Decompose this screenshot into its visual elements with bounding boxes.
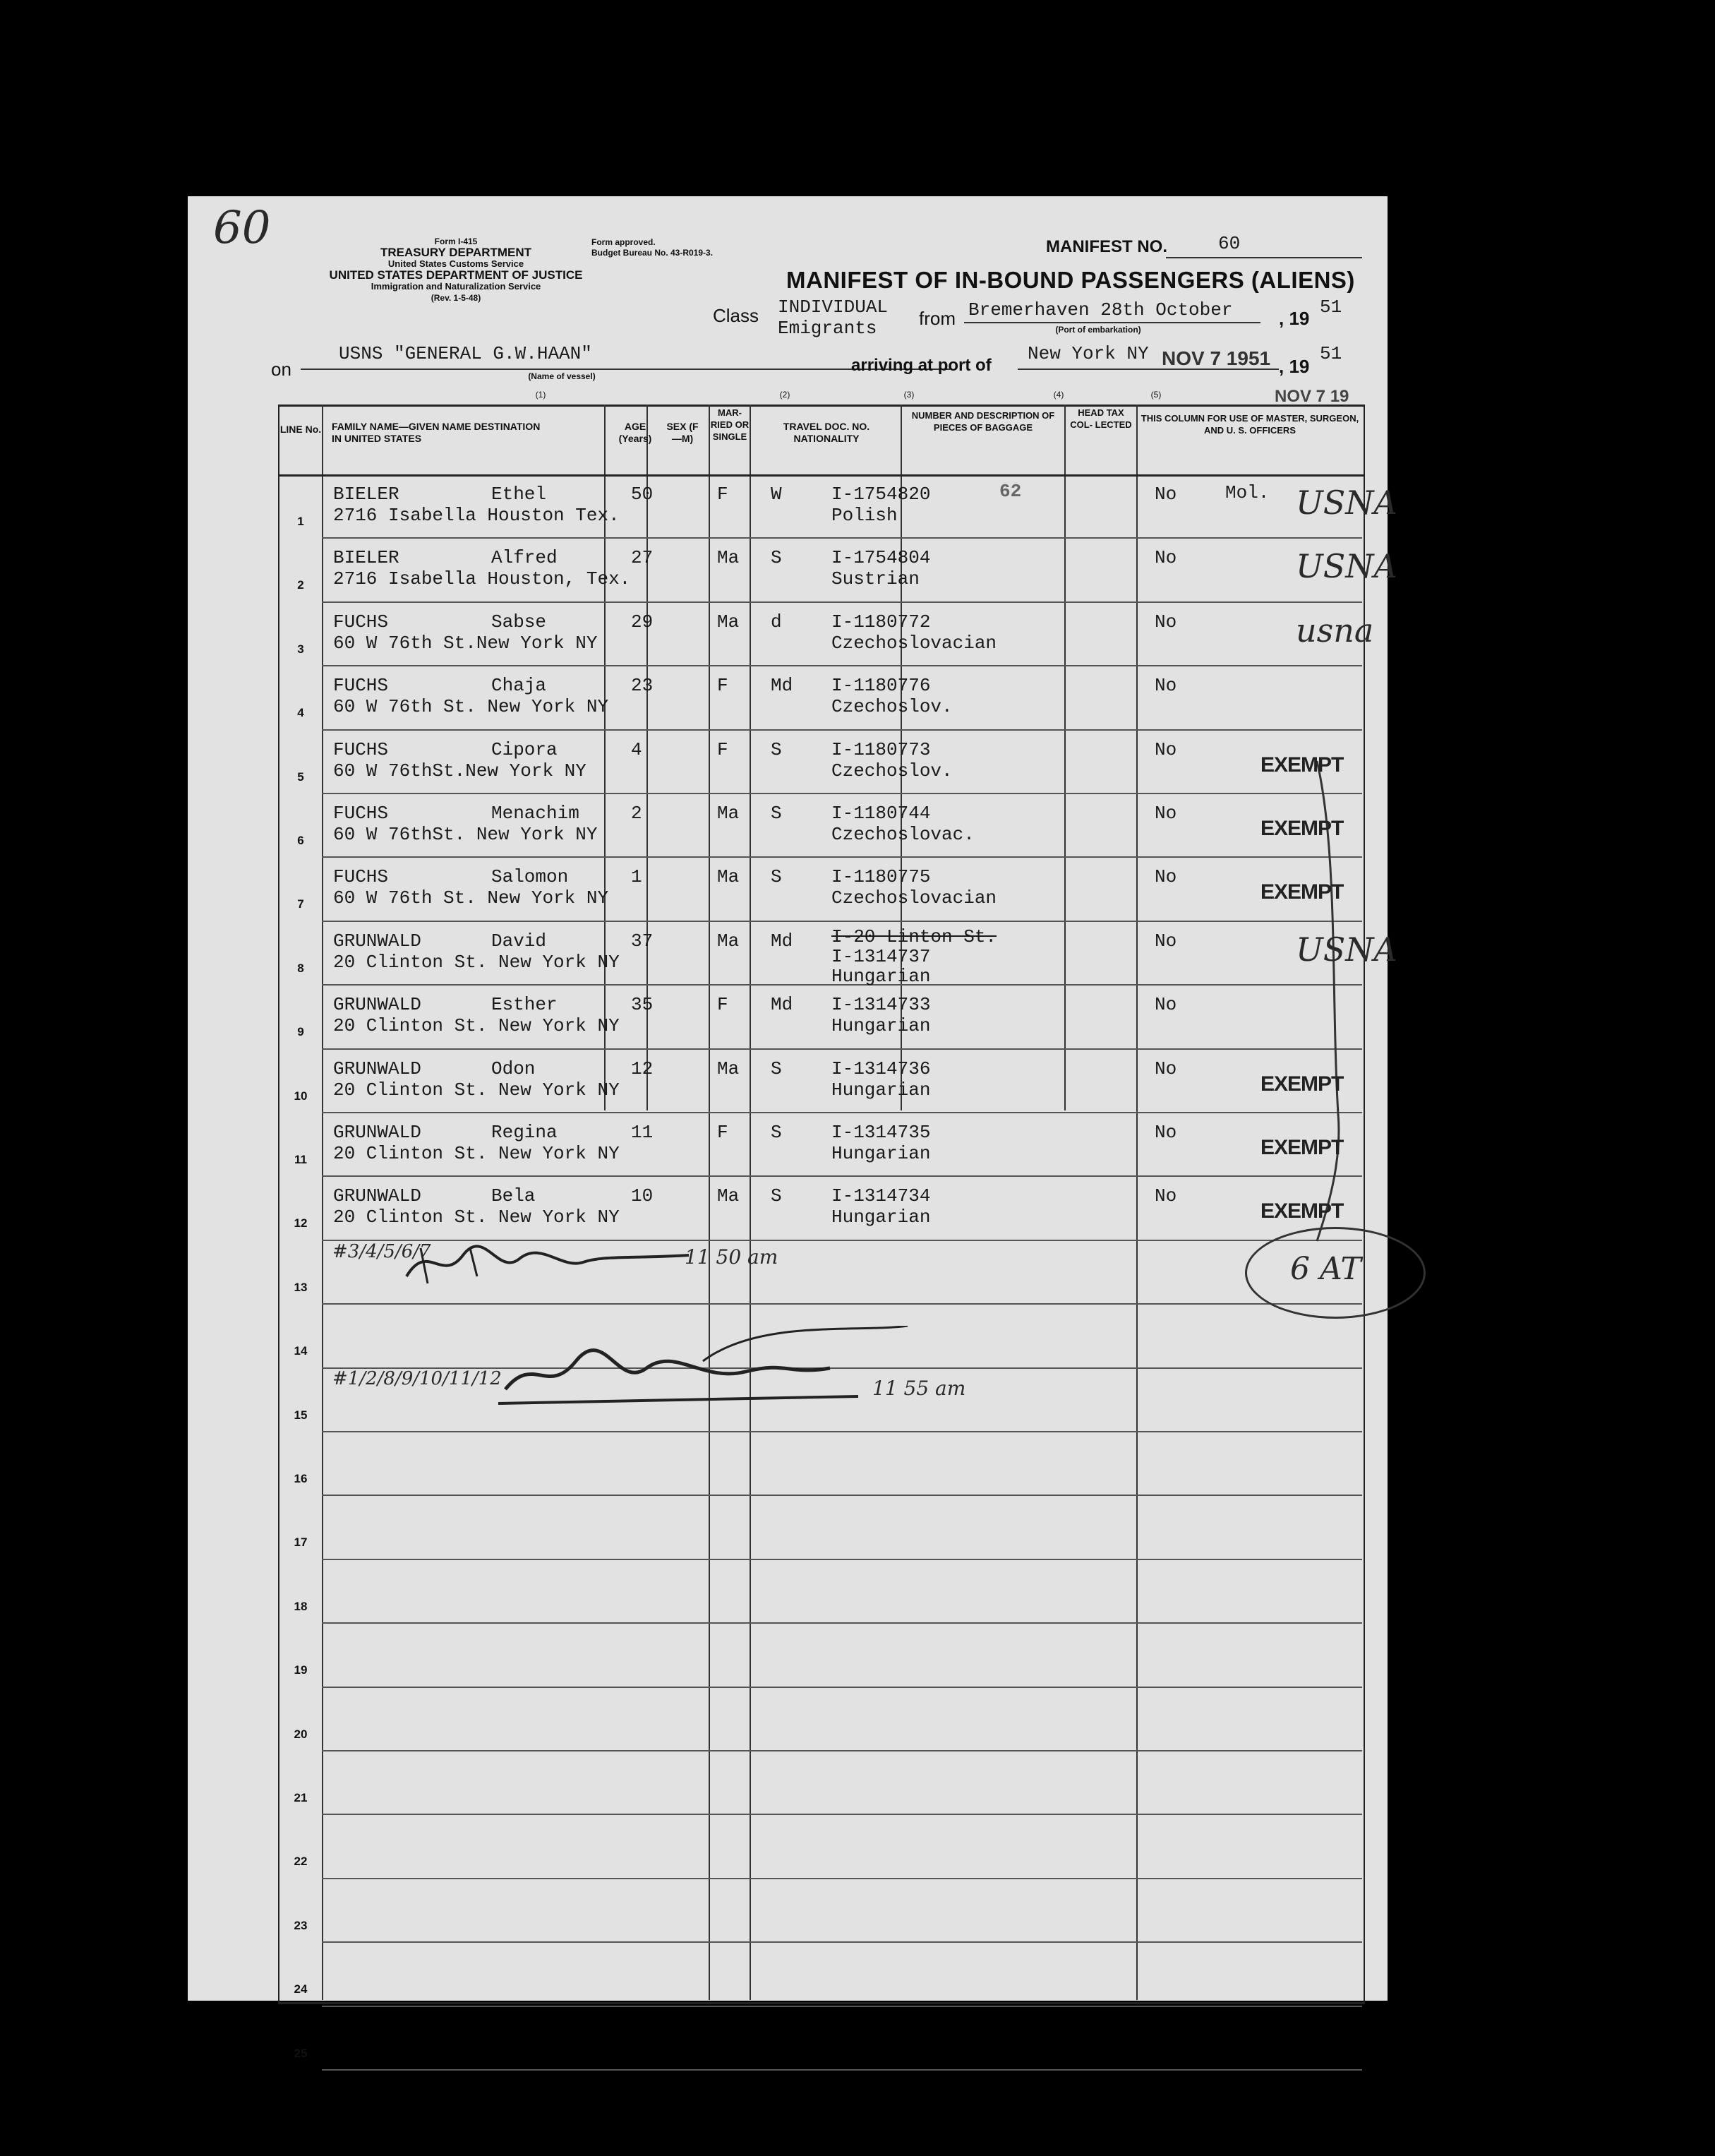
head-tax: No	[1155, 1058, 1177, 1079]
passenger-sex: F	[717, 484, 728, 505]
passenger-sex: F	[717, 994, 728, 1016]
travel-doc-number: I-1314736	[831, 1058, 931, 1079]
passenger-marital-status: S	[771, 1058, 782, 1079]
row13-time: 11 50 am	[685, 1245, 778, 1269]
passenger-given-name: Alfred	[491, 547, 558, 569]
year-prefix: , 19	[1279, 308, 1310, 329]
exempt-stamp: EXEMPT	[1260, 817, 1344, 840]
year-value-1: 51	[1320, 297, 1342, 318]
passenger-surname: FUCHS	[333, 866, 389, 888]
travel-doc-number: I-1314737	[831, 945, 931, 967]
line-number: 8	[297, 961, 304, 975]
head-tax: No	[1155, 866, 1177, 888]
passenger-age: 10	[631, 1185, 654, 1207]
head-tax: No	[1155, 611, 1177, 633]
passenger-surname: GRUNWALD	[333, 994, 421, 1016]
row-divider	[322, 1112, 1362, 1113]
officer-note: USNA	[1296, 930, 1397, 969]
officer-note: USNA	[1296, 484, 1397, 522]
head-tax: No	[1155, 675, 1177, 697]
line-number: 21	[294, 1791, 308, 1804]
passenger-sex: F	[717, 675, 728, 697]
passenger-nationality: Hungarian	[831, 1206, 931, 1228]
passenger-nationality: Czechoslovac.	[831, 824, 975, 845]
row-divider	[322, 1687, 1362, 1688]
port-embark-caption: (Port of embarkation)	[1055, 325, 1141, 335]
year-value-2: 51	[1320, 343, 1342, 364]
passenger-destination: 60 W 76th St. New York NY	[333, 696, 609, 718]
passenger-nationality: Hungarian	[831, 1143, 931, 1164]
passenger-surname: GRUNWALD	[333, 930, 421, 952]
class-value-2: Emigrants	[778, 318, 877, 339]
col-age: AGE (Years)	[618, 421, 652, 444]
head-tax: No	[1155, 738, 1177, 760]
passenger-surname: FUCHS	[333, 738, 389, 760]
passenger-surname: GRUNWALD	[333, 1185, 421, 1207]
head-tax: No	[1155, 1185, 1177, 1207]
row-divider	[322, 1941, 1362, 1943]
col-line: LINE No.	[279, 424, 322, 435]
service: United States Customs Service	[387, 258, 524, 269]
class-value-1: INDIVIDUAL	[778, 297, 889, 318]
passenger-sex: Ma	[717, 866, 740, 888]
signature	[491, 1326, 915, 1411]
col-num-5: (5)	[1150, 390, 1162, 400]
row-divider	[322, 2006, 1362, 2007]
passenger-destination: 2716 Isabella Houston, Tex.	[333, 568, 631, 590]
passenger-nationality: Czechoslovacian	[831, 887, 997, 909]
travel-doc-number: I-1754804	[831, 547, 931, 569]
passenger-nationality: Polish	[831, 505, 898, 526]
line-number: 10	[294, 1089, 308, 1103]
col-divider	[1064, 405, 1066, 1110]
passenger-nationality: Hungarian	[831, 1015, 931, 1037]
row-divider	[322, 1431, 1362, 1432]
passenger-marital-status: W	[771, 484, 782, 505]
passenger-age: 23	[631, 675, 654, 697]
row13-marks: #3/4/5/6/7	[332, 1241, 431, 1262]
embark-port: Bremerhaven 28th October	[968, 299, 1233, 321]
budget-bureau: Budget Bureau No. 43-R019-3.	[591, 248, 714, 258]
passenger-age: 2	[631, 803, 642, 824]
passenger-destination: 60 W 76thSt.New York NY	[333, 760, 586, 781]
passenger-given-name: Sabse	[491, 611, 547, 633]
row-divider	[322, 793, 1362, 794]
manifest-page	[188, 196, 1397, 2060]
passenger-marital-status: Md	[771, 675, 793, 697]
passenger-age: 1	[631, 866, 642, 888]
head-tax: No	[1155, 930, 1177, 952]
arrival-date-stamp: NOV 7 1951	[1162, 347, 1271, 369]
line-number: 6	[297, 834, 304, 847]
line-number: 7	[297, 897, 304, 911]
travel-doc-number: I-1314735	[831, 1122, 931, 1143]
ins: Immigration and Naturalization Service	[371, 281, 541, 292]
passenger-sex: Ma	[717, 611, 740, 633]
passenger-given-name: Regina	[491, 1122, 558, 1143]
passenger-destination: 60 W 76thSt. New York NY	[333, 824, 598, 845]
line-number: 23	[294, 1918, 308, 1932]
signature	[399, 1234, 696, 1290]
passenger-given-name: Ethel	[491, 484, 547, 505]
col-num-3: (3)	[903, 390, 915, 400]
passenger-age: 12	[631, 1058, 654, 1079]
officer-note: usna	[1296, 611, 1374, 649]
passenger-sex: F	[717, 1122, 728, 1143]
passenger-surname: FUCHS	[333, 611, 389, 633]
travel-doc-number: I-1180776	[831, 675, 931, 697]
year-prefix-2: , 19	[1279, 356, 1310, 377]
row-divider	[322, 1175, 1362, 1177]
passenger-destination: 20 Clinton St. New York NY	[333, 1079, 620, 1101]
col-headtax: HEAD TAX COL- LECTED	[1070, 407, 1132, 430]
from-underline	[964, 322, 1260, 323]
passenger-given-name: David	[491, 930, 547, 952]
form-approved: Form approved.	[591, 237, 656, 247]
line-number: 2	[297, 578, 304, 592]
passenger-age: 37	[631, 930, 654, 952]
passenger-marital-status: S	[771, 738, 782, 760]
form-number: Form I-415	[434, 236, 478, 246]
exempt-stamp: EXEMPT	[1260, 880, 1344, 904]
line-number: 14	[294, 1344, 308, 1358]
passenger-given-name: Cipora	[491, 738, 558, 760]
line-number: 20	[294, 1727, 308, 1741]
passenger-marital-status: d	[771, 611, 782, 633]
col-married: MAR- RIED OR SINGLE	[710, 407, 750, 442]
col-officers: THIS COLUMN FOR USE OF MASTER, SURGEON, AND U. S. OFFICERS	[1141, 413, 1359, 436]
passenger-surname: BIELER	[333, 484, 399, 505]
passenger-sex: Ma	[717, 547, 740, 569]
col-num-2: (2)	[779, 390, 790, 400]
exempt-stamp: EXEMPT	[1260, 1199, 1344, 1223]
row15-marks: #1/2/8/9/10/11/12	[332, 1368, 502, 1389]
header-divider	[278, 474, 1364, 477]
struck-entry: I-20 Linton St.	[831, 926, 997, 947]
line-number: 15	[294, 1408, 308, 1422]
col-num-1: (1)	[535, 390, 546, 400]
travel-doc-number: I-1314733	[831, 994, 931, 1016]
vessel-caption: (Name of vessel)	[528, 371, 596, 381]
passenger-age: 27	[631, 547, 654, 569]
row-divider	[322, 1750, 1362, 1751]
passenger-destination: 20 Clinton St. New York NY	[333, 1143, 620, 1164]
department: TREASURY DEPARTMENT	[380, 246, 532, 259]
col-travel: TRAVEL DOC. NO. NATIONALITY	[783, 421, 870, 444]
line-number: 22	[294, 1855, 308, 1869]
line-number: 5	[297, 769, 304, 784]
passenger-marital-status: S	[771, 866, 782, 888]
line-number: 3	[297, 642, 304, 656]
row-divider	[322, 1048, 1362, 1050]
col-name: FAMILY NAME—GIVEN NAME DESTINATION IN UNITED STATES	[332, 421, 541, 444]
passenger-nationality: Hungarian	[831, 965, 931, 987]
passenger-destination: 20 Clinton St. New York NY	[333, 1206, 620, 1228]
row-divider	[322, 537, 1362, 539]
passenger-sex: F	[717, 738, 728, 760]
line-number: 24	[294, 1982, 308, 1996]
passenger-sex: Ma	[717, 1185, 740, 1207]
passenger-sex: Ma	[717, 803, 740, 824]
page-marker: 60	[213, 202, 271, 254]
row-divider	[322, 1559, 1362, 1560]
passenger-surname: GRUNWALD	[333, 1122, 421, 1143]
passenger-destination: 20 Clinton St. New York NY	[333, 951, 620, 973]
passenger-age: 35	[631, 994, 654, 1016]
doj: UNITED STATES DEPARTMENT OF JUSTICE	[329, 268, 583, 282]
travel-doc-number: I-1754820	[831, 484, 931, 505]
col-divider	[709, 405, 710, 2000]
exempt-stamp: EXEMPT	[1260, 1072, 1344, 1096]
row-divider	[322, 1622, 1362, 1624]
passenger-given-name: Chaja	[491, 675, 547, 697]
travel-doc-number: I-1180775	[831, 866, 931, 888]
row15-time: 11 55 am	[872, 1377, 966, 1400]
passenger-nationality: Hungarian	[831, 1079, 931, 1101]
passenger-given-name: Esther	[491, 994, 558, 1016]
line-number: 12	[294, 1216, 308, 1230]
row-divider	[322, 2069, 1362, 2071]
line-number: 9	[297, 1025, 304, 1039]
travel-doc-number: I-1314734	[831, 1185, 931, 1207]
officer-note-2: Mol.	[1225, 482, 1270, 503]
arriving-label: arriving at port of	[851, 356, 992, 375]
passenger-given-name: Bela	[491, 1185, 536, 1207]
travel-doc-number: I-1180773	[831, 738, 931, 760]
arrival-port: New York NY	[1028, 343, 1149, 364]
class-label: Class	[713, 305, 759, 326]
line-number: 16	[294, 1472, 308, 1485]
line-number: 17	[294, 1535, 308, 1550]
approval-block	[591, 237, 713, 258]
passenger-destination: 2716 Isabella Houston Tex.	[333, 505, 620, 526]
row-divider	[322, 1495, 1362, 1496]
passenger-marital-status: S	[771, 1122, 782, 1143]
line-number: 18	[294, 1599, 308, 1613]
on-label: on	[271, 359, 291, 380]
line-number: 11	[294, 1153, 307, 1166]
passenger-given-name: Menachim	[491, 803, 579, 824]
passenger-destination: 20 Clinton St. New York NY	[333, 1015, 620, 1037]
passenger-marital-status: S	[771, 547, 782, 569]
passenger-destination: 60 W 76th St. New York NY	[333, 887, 609, 909]
passenger-age: 50	[631, 484, 654, 505]
passenger-marital-status: S	[771, 803, 782, 824]
punch-hole	[237, 2049, 267, 2078]
manifest-no-value: 60	[1218, 233, 1241, 254]
row-divider	[322, 1814, 1362, 1815]
line-number: 19	[294, 1663, 308, 1677]
passenger-age: 29	[631, 611, 654, 633]
line-number: 1	[297, 515, 304, 528]
row-divider	[322, 856, 1362, 858]
col-sex: SEX (F—M)	[666, 421, 699, 444]
line-number: 25	[294, 2046, 308, 2060]
passenger-surname: FUCHS	[333, 803, 389, 824]
manifest-title: MANIFEST OF IN-BOUND PASSENGERS (ALIENS)	[786, 267, 1355, 293]
row-divider	[322, 729, 1362, 731]
col-divider	[1136, 405, 1138, 2000]
passenger-marital-status: Md	[771, 994, 793, 1016]
passenger-surname: GRUNWALD	[333, 1058, 421, 1079]
row-divider	[322, 665, 1362, 666]
exempt-stamp: EXEMPT	[1260, 1136, 1344, 1159]
head-tax: No	[1155, 547, 1177, 569]
row-divider	[322, 1878, 1362, 1879]
head-tax: No	[1155, 994, 1177, 1016]
col-divider	[750, 405, 751, 2000]
passenger-sex: Ma	[717, 1058, 740, 1079]
passenger-marital-status: S	[771, 1185, 782, 1207]
travel-doc-number: I-1180744	[831, 803, 931, 824]
vessel-name: USNS "GENERAL G.W.HAAN"	[339, 343, 592, 364]
line-number: 13	[294, 1280, 308, 1294]
oval-text: 6 AT	[1290, 1251, 1361, 1287]
head-tax: No	[1155, 484, 1177, 505]
passenger-given-name: Odon	[491, 1058, 536, 1079]
row-divider	[322, 1303, 1362, 1305]
passenger-nationality: Czechoslov.	[831, 696, 953, 718]
passenger-nationality: Czechoslovacian	[831, 632, 997, 654]
passenger-sex: Ma	[717, 930, 740, 952]
line-number: 4	[297, 706, 304, 720]
rev: (Rev. 1-5-48)	[431, 293, 481, 303]
passenger-age: 11	[631, 1122, 654, 1143]
passenger-age: 4	[631, 738, 642, 760]
passenger-given-name: Salomon	[491, 866, 569, 888]
passenger-nationality: Czechoslov.	[831, 760, 953, 781]
from-label: from	[919, 308, 956, 329]
arrival-date-stamp-2: NOV 7 19	[1275, 387, 1349, 406]
row-divider	[322, 921, 1362, 922]
head-tax: No	[1155, 1122, 1177, 1143]
travel-doc-number: I-1180772	[831, 611, 931, 633]
officer-note: USNA	[1296, 547, 1397, 586]
passenger-destination: 60 W 76th St.New York NY	[333, 632, 598, 654]
passenger-surname: BIELER	[333, 547, 399, 569]
head-tax: No	[1155, 803, 1177, 824]
manifest-no-underline	[1166, 257, 1362, 258]
passenger-surname: FUCHS	[333, 675, 389, 697]
baggage-count: 62	[999, 481, 1022, 502]
col-num-4: (4)	[1053, 390, 1064, 400]
row-divider	[322, 601, 1362, 603]
manifest-no-label: MANIFEST NO.	[1046, 237, 1167, 256]
passenger-nationality: Sustrian	[831, 568, 920, 590]
exempt-stamp: EXEMPT	[1260, 753, 1344, 777]
col-baggage: NUMBER AND DESCRIPTION OF PIECES OF BAGGAGE	[911, 410, 1055, 433]
passenger-marital-status: Md	[771, 930, 793, 952]
col-divider	[322, 405, 323, 2000]
